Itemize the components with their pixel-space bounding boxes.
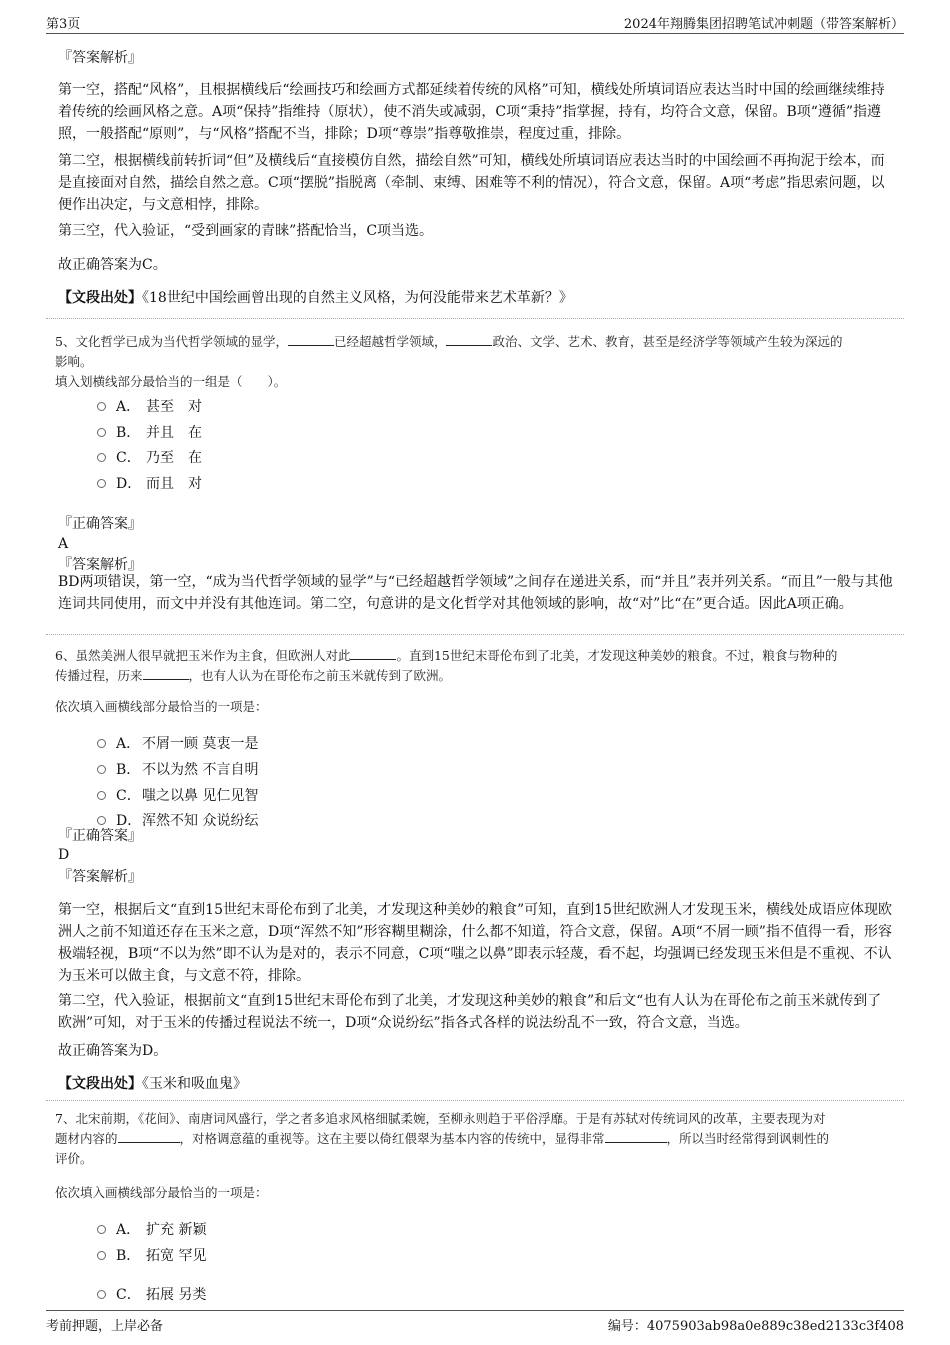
blank-1 — [288, 345, 334, 346]
q6-stem: 6、虽然美洲人很早就把玉米作为主食，但欧洲人对此 。直到15世纪末哥伦布到了北美，才发现这种美妙的粮食。不过，粮食与物种的 传播过程，历来 ，也有人认为在哥伦布之前玉米就传到了欧洲。 — [55, 648, 838, 683]
q4-answer-line: 故正确答案为C。 — [58, 257, 167, 273]
radio-icon[interactable] — [97, 765, 106, 774]
question-divider — [46, 318, 904, 319]
q5-option-d[interactable]: D． 而且 对 — [97, 473, 202, 493]
q7-option-c[interactable]: C． 拓展 另类 — [97, 1284, 206, 1304]
blank-2 — [605, 1142, 667, 1143]
blank-1 — [350, 659, 396, 660]
footer-slogan: 考前押题，上岸必备 — [46, 1319, 164, 1334]
q6-option-d[interactable]: D． 浑然不知 众说纷纭 — [97, 810, 258, 830]
q5-option-c[interactable]: C． 乃至 在 — [97, 447, 202, 467]
q5-option-b[interactable]: B． 并且 在 — [97, 422, 202, 442]
radio-icon[interactable] — [97, 791, 106, 800]
q4-source — [58, 287, 573, 309]
q5-analysis-label: 『答案解析』 — [58, 557, 142, 573]
blank-2 — [143, 679, 189, 680]
source-title: 《18世纪中国绘画曾出现的自然主义风格，为何没能带来艺术革新？》 — [142, 290, 573, 306]
q5-answer-label: 『正确答案』 — [58, 516, 142, 532]
radio-icon[interactable] — [97, 1225, 106, 1234]
q7-option-b[interactable]: B． 拓宽 罕见 — [97, 1245, 206, 1265]
question-divider — [46, 1100, 904, 1101]
q6-source — [58, 1073, 247, 1095]
document-title: 2024年翔腾集团招聘笔试冲刺题（带答案解析） — [623, 17, 904, 32]
radio-icon[interactable] — [97, 428, 106, 437]
q7-stem: 7、北宋前期，《花间》、南唐词风盛行，学之者多追求风格细腻柔婉，至柳永则趋于平俗浮靡。于是有苏轼对传统词风的改革，主要表现为对 题材内容的 ，对格调意蕴的重视等。这在主要以倚红偎翠为基本内容的传统中，显得非常 ，所以当时经常得到讽刺性的 评价。 — [55, 1111, 830, 1166]
q4-analysis-p2: 第二空，根据横线前转折词“但”及横线后“直接模仿自然，描绘自然”可知，横线处所填词语应表达当时的中国绘画不再拘泥于绘本，而是直接面对自然，描绘自然之意。C项“摆脱”指脱离（牵制、束缚、困难等不利的情况），符合文意，保留。A项“考虑”指思索问题，以便作出决定，与文意相悖，排除。 — [58, 153, 885, 213]
q5-option-a[interactable]: A． 甚至 对 — [97, 396, 202, 416]
source-title: 《玉米和吸血鬼》 — [142, 1076, 247, 1092]
q4-analysis-p3: 第三空，代入验证，“受到画家的青睐”搭配恰当，C项当选。 — [58, 223, 434, 239]
q6-option-a[interactable]: A． 不屑一顾 莫衷一是 — [97, 733, 258, 753]
q7-option-a[interactable]: A． 扩充 新颖 — [97, 1219, 206, 1239]
q6-analysis-label: 『答案解析』 — [58, 869, 142, 885]
q7-prompt: 依次填入画横线部分最恰当的一项是： — [55, 1185, 268, 1200]
q6-prompt: 依次填入画横线部分最恰当的一项是： — [55, 699, 268, 714]
header-divider — [46, 33, 904, 34]
footer-divider — [46, 1310, 904, 1311]
source-label: 【文段出处】 — [58, 290, 142, 306]
q5-stem: 5、文化哲学已成为当代哲学领域的显学， 已经超越哲学领域， 政治、文学、艺术、教育，甚至是经济学等领域产生较为深远的 影响。 — [55, 334, 843, 369]
q6-answer: D — [58, 847, 70, 863]
radio-icon[interactable] — [97, 1251, 106, 1260]
q6-option-c[interactable]: C． 嗤之以鼻 见仁见智 — [97, 785, 258, 805]
q6-analysis-p1: 第一空，根据后文“直到15世纪末哥伦布到了北美，才发现这种美妙的粮食”可知，直到15世纪欧洲人才发现玉米，横线处成语应体现欧洲人之前不知道还存在玉米之意，D项“浑然不知”形容糊里糊涂，什么都不知道，符合文意，保留。A项“不屑一顾”指不值得一看，形容极端轻视，B项“不以为然”即不认为是对的，表示不同意，C项“嗤之以鼻”即表示轻蔑，看不起，均强调已经发现玉米但是不重视、不认为玉米可以做主食，与文意不符，排除。 — [58, 902, 892, 984]
question-divider — [46, 634, 904, 635]
radio-icon[interactable] — [97, 453, 106, 462]
page-number: 第3页 — [46, 17, 81, 32]
q6-answer-line: 故正确答案为D。 — [58, 1043, 168, 1059]
source-label: 【文段出处】 — [58, 1076, 142, 1092]
q6-answer-label: 『正确答案』 — [58, 828, 142, 844]
q5-answer: A — [58, 536, 69, 552]
blank-2 — [446, 345, 492, 346]
q5-prompt: 填入划横线部分最恰当的一组是（ ）。 — [55, 374, 287, 389]
blank-1 — [118, 1142, 180, 1143]
radio-icon[interactable] — [97, 1290, 106, 1299]
radio-icon[interactable] — [97, 739, 106, 748]
radio-icon[interactable] — [97, 816, 106, 825]
q4-analysis-label: 『答案解析』 — [58, 50, 142, 66]
q6-option-b[interactable]: B． 不以为然 不言自明 — [97, 759, 258, 779]
radio-icon[interactable] — [97, 402, 106, 411]
q6-analysis-p2: 第二空，代入验证，根据前文“直到15世纪末哥伦布到了北美，才发现这种美妙的粮食”和后文“也有人认为在哥伦布之前玉米就传到了欧洲”可知，对于玉米的传播过程说法不统一，D项“众说纷纭”指各式各样的说法纷乱不一致，符合文意，当选。 — [58, 993, 882, 1031]
q5-analysis: BD两项错误，第一空，“成为当代哲学领域的显学”与“已经超越哲学领域”之间存在递进关系，而“并且”表并列关系。“而且”一般与其他连词共同使用，而文中并没有其他连词。第二空，句意讲的是文化哲学对其他领域的影响，故“对”比“在”更合适。因此A项正确。 — [58, 574, 893, 612]
q4-analysis-p1: 第一空，搭配“风格”，且根据横线后“绘画技巧和绘画方式都延续着传统的风格”可知，横线处所填词语应表达当时中国的绘画继续维持着传统的绘画风格之意。A项“保持”指维持（原状），使不消失或减弱，C项“秉持”指掌握，持有，均符合文意，保留。B项“遵循”指遵照，一般搭配“原则”，与“风格”搭配不当，排除；D项“尊崇”指尊敬推崇，程度过重，排除。 — [58, 82, 885, 142]
radio-icon[interactable] — [97, 479, 106, 488]
document-id: 编号：4075903ab98a0e889c38ed2133c3f408 — [607, 1319, 904, 1334]
